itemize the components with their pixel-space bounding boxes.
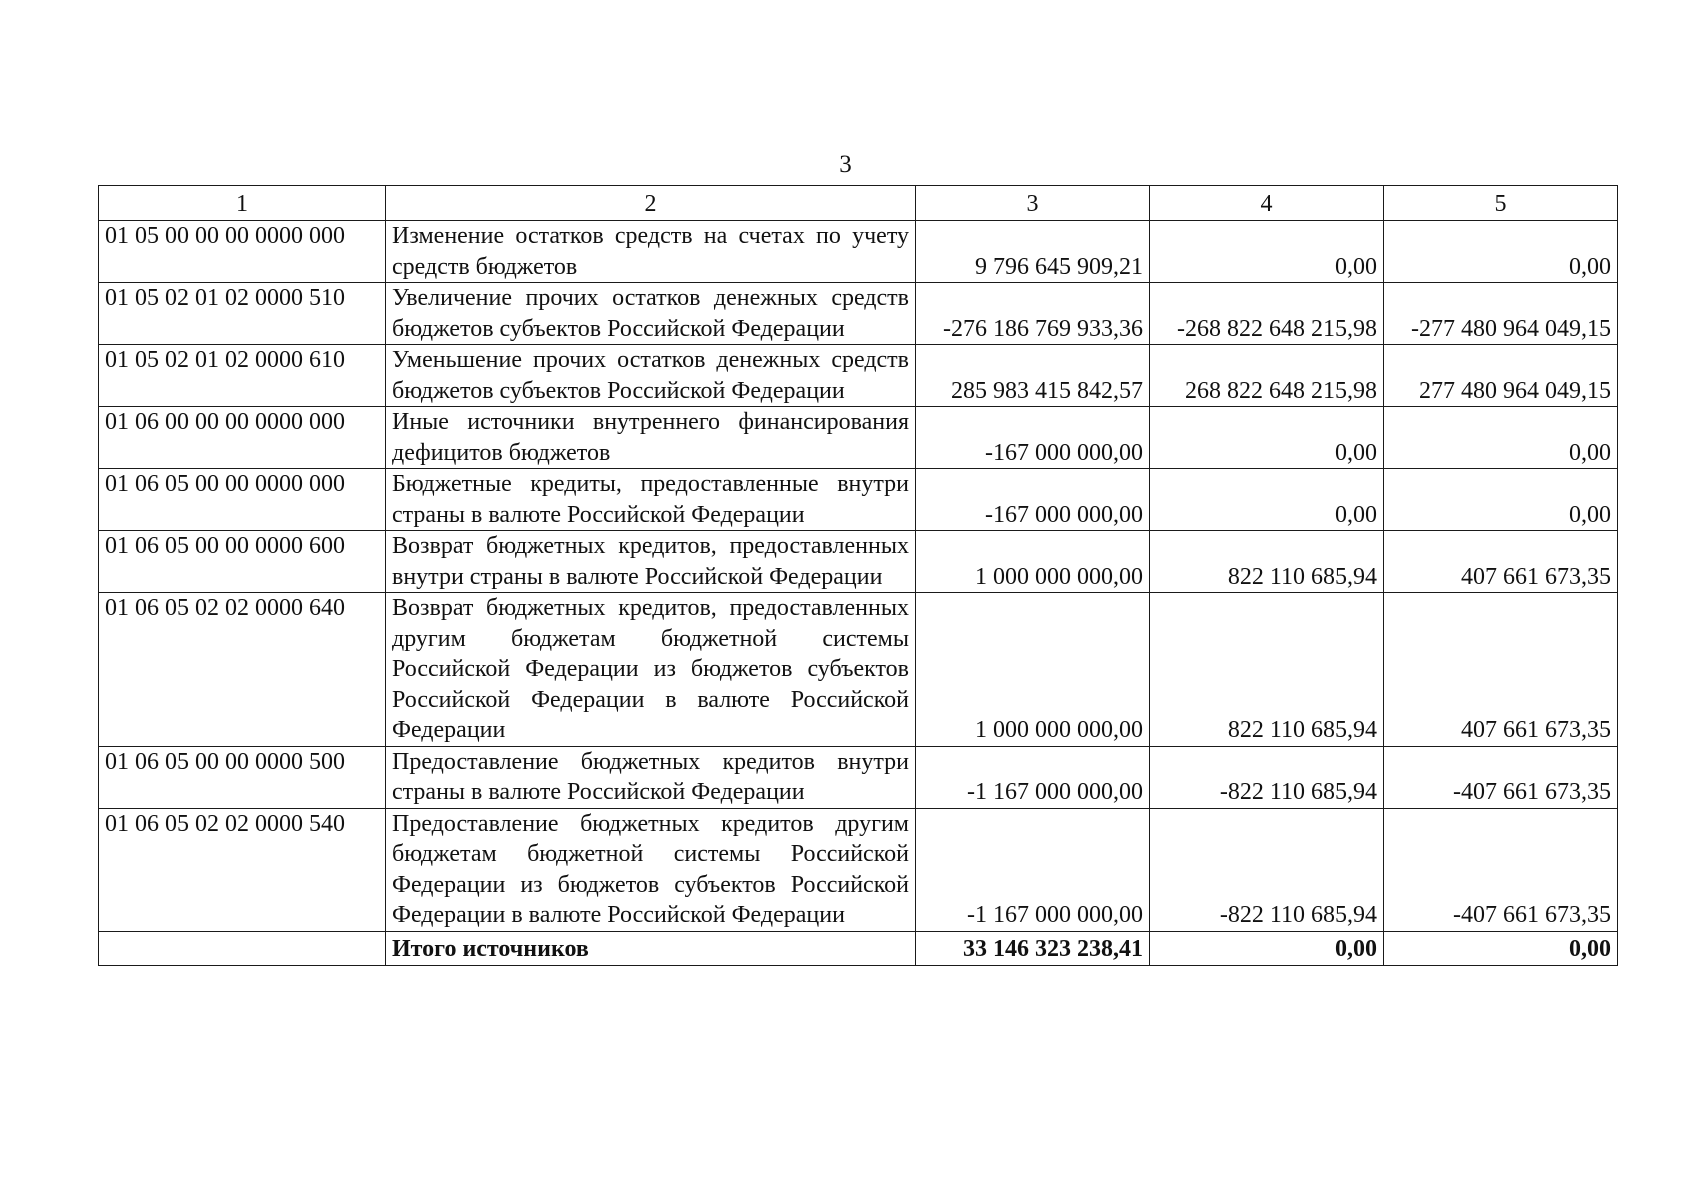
row-name: Возврат бюджетных кредитов, предоставленных другим бюджетам бюджетной системы Российской Федерации из бюджетов субъектов Российской Федерации в валюте Российской Федерации: [386, 593, 916, 747]
row-value-col5: 0,00: [1384, 469, 1618, 531]
total-value-col3: 33 146 323 238,41: [916, 931, 1150, 965]
table-row: [99, 221, 1618, 283]
header-col-4: 4: [1150, 186, 1384, 221]
row-code: 01 05 02 01 02 0000 610: [99, 345, 386, 407]
row-code: 01 06 00 00 00 0000 000: [99, 407, 386, 469]
row-code: 01 06 05 02 02 0000 540: [99, 808, 386, 931]
row-value-col4: -268 822 648 215,98: [1150, 283, 1384, 345]
row-value-col5: 407 661 673,35: [1384, 593, 1618, 747]
row-code: 01 05 02 01 02 0000 510: [99, 283, 386, 345]
total-value-col4: 0,00: [1150, 931, 1384, 965]
row-value-col5: -407 661 673,35: [1384, 808, 1618, 931]
row-value-col3: -167 000 000,00: [916, 407, 1150, 469]
row-value-col3: 1 000 000 000,00: [916, 593, 1150, 747]
budget-sources-table: [98, 185, 1618, 966]
row-value-col4: 268 822 648 215,98: [1150, 345, 1384, 407]
row-value-col4: 822 110 685,94: [1150, 593, 1384, 747]
row-value-col3: 9 796 645 909,21: [916, 221, 1150, 283]
row-value-col4: 0,00: [1150, 221, 1384, 283]
header-col-3: 3: [916, 186, 1150, 221]
row-value-col5: 0,00: [1384, 221, 1618, 283]
table-row: [99, 407, 1618, 469]
table-row: [99, 593, 1618, 747]
header-col-2: 2: [386, 186, 916, 221]
total-code-empty: [99, 931, 386, 965]
row-value-col4: 0,00: [1150, 469, 1384, 531]
row-name: Изменение остатков средств на счетах по учету средств бюджетов: [386, 221, 916, 283]
row-name: Иные источники внутреннего финансирования дефицитов бюджетов: [386, 407, 916, 469]
table-row: [99, 283, 1618, 345]
row-code: 01 05 00 00 00 0000 000: [99, 221, 386, 283]
row-value-col3: -167 000 000,00: [916, 469, 1150, 531]
row-value-col4: 822 110 685,94: [1150, 531, 1384, 593]
row-code: 01 06 05 02 02 0000 640: [99, 593, 386, 747]
table-row: [99, 746, 1618, 808]
table-row: [99, 808, 1618, 931]
header-col-1: 1: [99, 186, 386, 221]
table-row: [99, 345, 1618, 407]
total-value-col5: 0,00: [1384, 931, 1618, 965]
row-value-col5: 277 480 964 049,15: [1384, 345, 1618, 407]
row-value-col4: -822 110 685,94: [1150, 808, 1384, 931]
header-row: [99, 186, 1618, 221]
row-value-col3: -1 167 000 000,00: [916, 808, 1150, 931]
page-number: 3: [839, 151, 852, 178]
row-code: 01 06 05 00 00 0000 600: [99, 531, 386, 593]
table-row: [99, 531, 1618, 593]
row-value-col3: -1 167 000 000,00: [916, 746, 1150, 808]
row-value-col5: -277 480 964 049,15: [1384, 283, 1618, 345]
row-name: Предоставление бюджетных кредитов другим бюджетам бюджетной системы Российской Федерации из бюджетов субъектов Российской Федерации в валюте Российской Федерации: [386, 808, 916, 931]
row-value-col5: -407 661 673,35: [1384, 746, 1618, 808]
row-name: Предоставление бюджетных кредитов внутри страны в валюте Российской Федерации: [386, 746, 916, 808]
table-row: [99, 469, 1618, 531]
row-name: Увеличение прочих остатков денежных средств бюджетов субъектов Российской Федерации: [386, 283, 916, 345]
row-value-col5: 0,00: [1384, 407, 1618, 469]
row-value-col3: -276 186 769 933,36: [916, 283, 1150, 345]
total-label: Итого источников: [386, 931, 916, 965]
row-name: Бюджетные кредиты, предоставленные внутри страны в валюте Российской Федерации: [386, 469, 916, 531]
row-name: Уменьшение прочих остатков денежных средств бюджетов субъектов Российской Федерации: [386, 345, 916, 407]
header-col-5: 5: [1384, 186, 1618, 221]
row-value-col4: -822 110 685,94: [1150, 746, 1384, 808]
row-code: 01 06 05 00 00 0000 000: [99, 469, 386, 531]
row-name: Возврат бюджетных кредитов, предоставленных внутри страны в валюте Российской Федерации: [386, 531, 916, 593]
total-row: [99, 931, 1618, 965]
row-value-col5: 407 661 673,35: [1384, 531, 1618, 593]
row-value-col3: 1 000 000 000,00: [916, 531, 1150, 593]
row-value-col3: 285 983 415 842,57: [916, 345, 1150, 407]
row-code: 01 06 05 00 00 0000 500: [99, 746, 386, 808]
row-value-col4: 0,00: [1150, 407, 1384, 469]
